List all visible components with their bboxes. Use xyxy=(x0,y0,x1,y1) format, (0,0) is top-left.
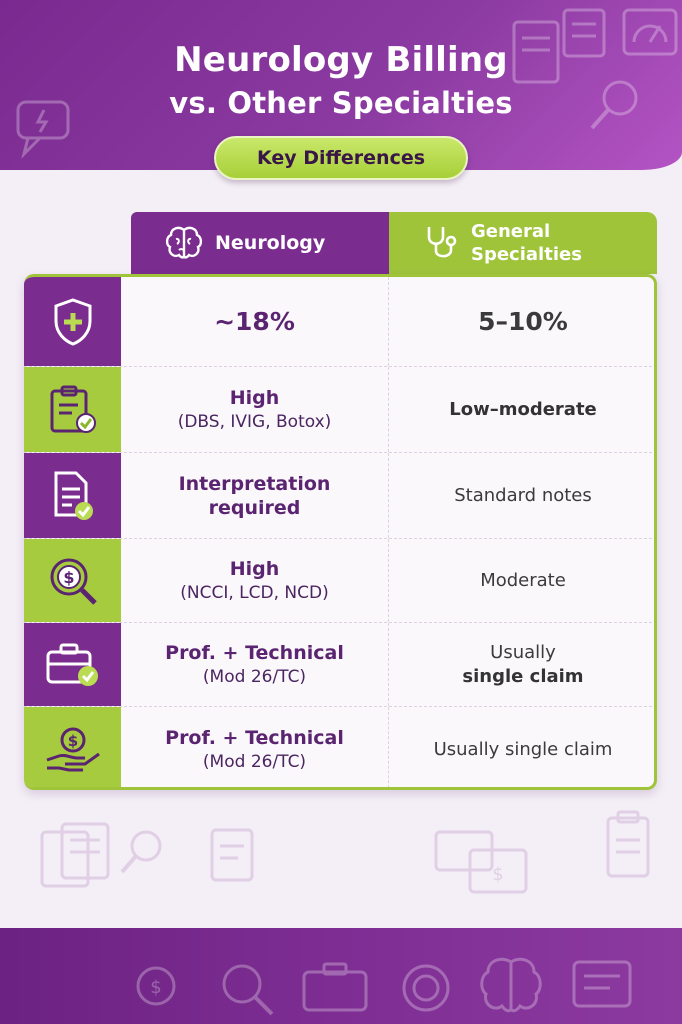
general-value: Moderate xyxy=(480,569,566,591)
neurology-cell xyxy=(121,453,389,538)
row-icon-cell xyxy=(24,707,121,790)
shield-plus-icon xyxy=(51,297,95,347)
document-icon xyxy=(570,958,640,1014)
key-differences-badge: Key Differences xyxy=(214,136,468,180)
clipboard-icon xyxy=(604,810,652,880)
general-cell xyxy=(389,623,657,706)
general-cell xyxy=(389,707,657,790)
document-icon xyxy=(40,822,120,892)
general-detail: single claim xyxy=(462,665,584,687)
neurology-cell xyxy=(121,623,389,706)
target-icon xyxy=(396,958,456,1018)
column-label-general-line2: Specialties xyxy=(471,244,582,265)
neurology-cell xyxy=(121,277,389,366)
brain-icon xyxy=(165,226,203,260)
column-header-general xyxy=(389,212,657,274)
briefcase-check-icon xyxy=(44,640,102,690)
dollar-chat-icon xyxy=(126,958,186,1018)
magnifier-icon xyxy=(118,826,168,876)
general-value: Usually xyxy=(490,641,556,663)
stethoscope-icon xyxy=(423,224,459,262)
magnifier-icon xyxy=(212,956,278,1022)
row-icon-cell xyxy=(24,623,121,706)
neurology-value: Prof. + Technical xyxy=(165,727,344,749)
row-icon-cell xyxy=(24,539,121,622)
comparison-table xyxy=(24,274,657,790)
svg-text:$: $ xyxy=(62,567,75,587)
column-label-general-line1: General xyxy=(471,221,551,242)
svg-text:$: $ xyxy=(492,864,504,885)
general-value: Usually single claim xyxy=(433,739,613,760)
general-cell xyxy=(389,367,657,452)
row-icon-cell xyxy=(24,367,121,452)
page-subtitle: vs. Other Specialties xyxy=(169,86,513,120)
column-header-neurology xyxy=(131,212,389,274)
table-row xyxy=(24,367,657,453)
row-icon-cell xyxy=(24,453,121,538)
document-check-icon xyxy=(48,469,98,523)
briefcase-icon xyxy=(434,830,534,900)
neurology-detail: required xyxy=(208,496,301,519)
general-value: 5–10% xyxy=(478,307,568,336)
table-row xyxy=(24,623,657,707)
general-value: Low–moderate xyxy=(449,398,597,420)
neurology-value: ~18% xyxy=(214,307,295,336)
page-title: Neurology Billing xyxy=(174,40,508,80)
svg-text:$: $ xyxy=(150,977,162,998)
general-value: Standard notes xyxy=(454,484,592,506)
neurology-cell xyxy=(121,539,389,622)
row-icon-cell xyxy=(24,277,121,366)
neurology-detail: (DBS, IVIG, Botox) xyxy=(177,411,332,432)
neurology-value: Interpretation xyxy=(178,472,331,495)
dollar-search-icon xyxy=(45,553,101,609)
neurology-value: High xyxy=(229,557,280,580)
briefcase-icon xyxy=(300,960,370,1014)
neurology-detail: (Mod 26/TC) xyxy=(202,752,307,772)
general-cell xyxy=(389,539,657,622)
neurology-value: Prof. + Technical xyxy=(165,641,344,664)
general-cell xyxy=(389,277,657,366)
neurology-cell xyxy=(121,707,389,790)
neurology-cell xyxy=(121,367,389,452)
clipboard-check-icon xyxy=(46,383,100,437)
neurology-value: High xyxy=(229,386,280,409)
neurology-detail: (NCCI, LCD, NCD) xyxy=(180,582,329,603)
column-label-neurology: Neurology xyxy=(215,232,326,254)
general-cell xyxy=(389,453,657,538)
document-icon xyxy=(208,826,262,884)
brain-icon xyxy=(478,956,544,1018)
table-row xyxy=(24,453,657,539)
table-row xyxy=(24,277,657,367)
table-row xyxy=(24,539,657,623)
svg-text:$: $ xyxy=(67,732,78,750)
table-row xyxy=(24,707,657,790)
footer-band xyxy=(0,928,682,1024)
neurology-detail: (Mod 26/TC) xyxy=(202,666,307,687)
hand-dollar-icon xyxy=(43,724,103,776)
